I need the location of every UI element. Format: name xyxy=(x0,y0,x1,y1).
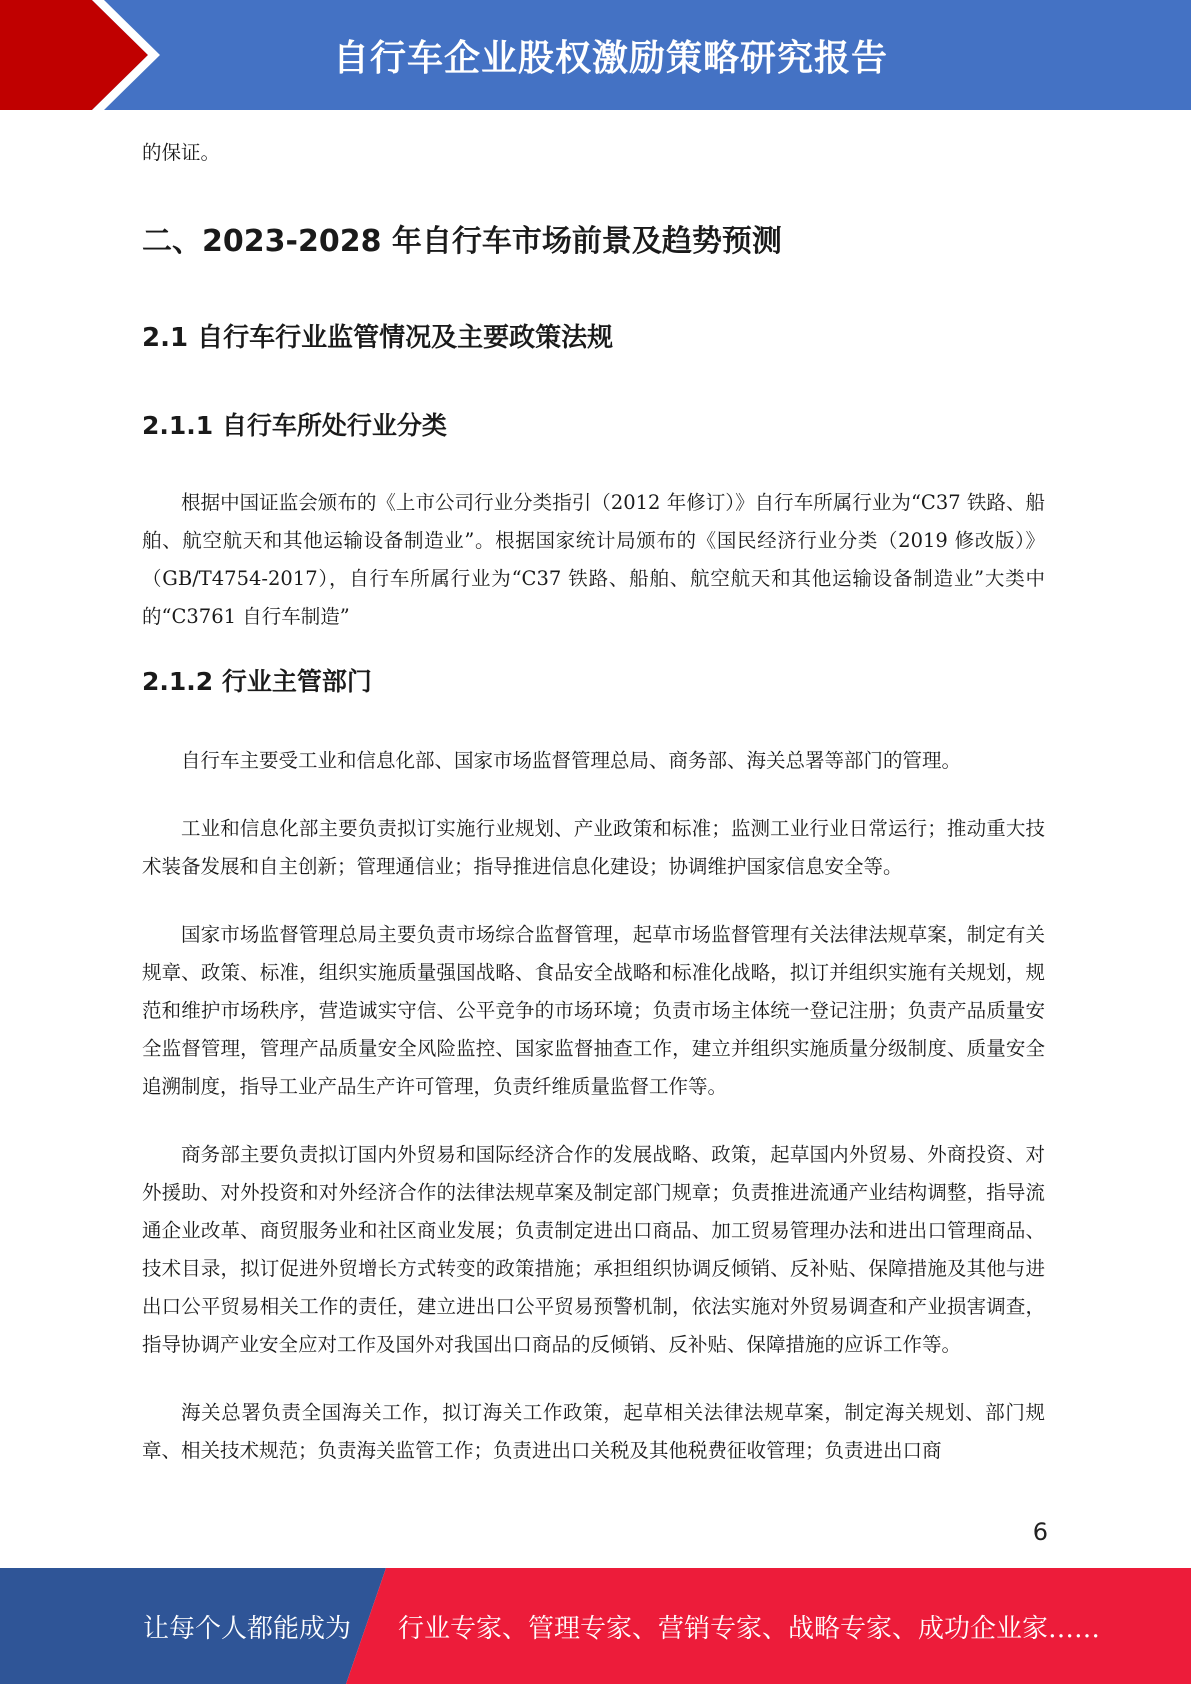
paragraph-samr: 国家市场监督管理总局主要负责市场综合监督管理，起草市场监督管理有关法律法规草案，制定有关规章、政策、标准，组织实施质量强国战略、食品安全战略和标准化战略，拟订并组织实施有关规划，规范和维护市场秩序，营造诚实守信、公平竞争的市场环境；负责市场主体统一登记注册；负责产品质量安全监督管理，管理产品质量安全风险监控、国家监督抽查工作，建立并组织实施质量分级制度、质量安全追溯制度，指导工业产品生产许可管理，负责纤维质量监督工作等。 xyxy=(142,923,1045,1098)
paragraph-departments: 自行车主要受工业和信息化部、国家市场监督管理总局、商务部、海关总署等部门的管理。 xyxy=(181,749,962,772)
page-number: 6 xyxy=(1032,1518,1048,1546)
subsubsection-title-departments: 2.1.2 行业主管部门 xyxy=(142,667,372,696)
section-title: 二、2023-2028 年自行车市场前景及趋势预测 xyxy=(142,224,782,259)
page-header xyxy=(0,0,1191,110)
page-content xyxy=(142,118,1045,1470)
continuation-text: 的保证。 xyxy=(142,141,221,164)
report-title: 自行车企业股权激励策略研究报告 xyxy=(332,38,888,79)
subsubsection-title-classification: 2.1.1 自行车所处行业分类 xyxy=(142,411,447,440)
footer-slogan-left: 让每个人都能成为 xyxy=(143,1614,352,1644)
paragraph-classification: 根据中国证监会颁布的《上市公司行业分类指引（2012 年修订）》自行车所属行业为“C37 铁路、船舶、航空航天和其他运输设备制造业”。根据国家统计局颁布的《国民经济行业分类（2019 修改版）》（GB/T4754-2017），自行车所属行业为“C37 铁路、船舶、航空航天和其他运输设备制造业”大类中的“C3761 自行车制造” xyxy=(142,491,1045,628)
subsection-title: 2.1 自行车行业监管情况及主要政策法规 xyxy=(142,323,614,353)
page-footer xyxy=(0,1568,1191,1684)
paragraph-mofcom: 商务部主要负责拟订国内外贸易和国际经济合作的发展战略、政策，起草国内外贸易、外商投资、对外援助、对外投资和对外经济合作的法律法规草案及制定部门规章；负责推进流通产业结构调整，指导流通企业改革、商贸服务业和社区商业发展；负责制定进出口商品、加工贸易管理办法和进出口管理商品、技术目录，拟订促进外贸增长方式转变的政策措施；承担组织协调反倾销、反补贴、保障措施及其他与进出口公平贸易相关工作的责任，建立进出口公平贸易预警机制，依法实施对外贸易调查和产业损害调查，指导协调产业安全应对工作及国外对我国出口商品的反倾销、反补贴、保障措施的应诉工作等。 xyxy=(142,1143,1045,1356)
footer-slogan-right: 行业专家、管理专家、营销专家、战略专家、成功企业家…… xyxy=(398,1614,1101,1644)
paragraph-customs: 海关总署负责全国海关工作，拟订海关工作政策，起草相关法律法规草案，制定海关规划、部门规章、相关技术规范；负责海关监管工作；负责进出口关税及其他税费征收管理；负责进出口商 xyxy=(142,1401,1045,1462)
paragraph-miit: 工业和信息化部主要负责拟订实施行业规划、产业政策和标准；监测工业行业日常运行；推动重大技术装备发展和自主创新；管理通信业；指导推进信息化建设；协调维护国家信息安全等。 xyxy=(142,817,1045,878)
